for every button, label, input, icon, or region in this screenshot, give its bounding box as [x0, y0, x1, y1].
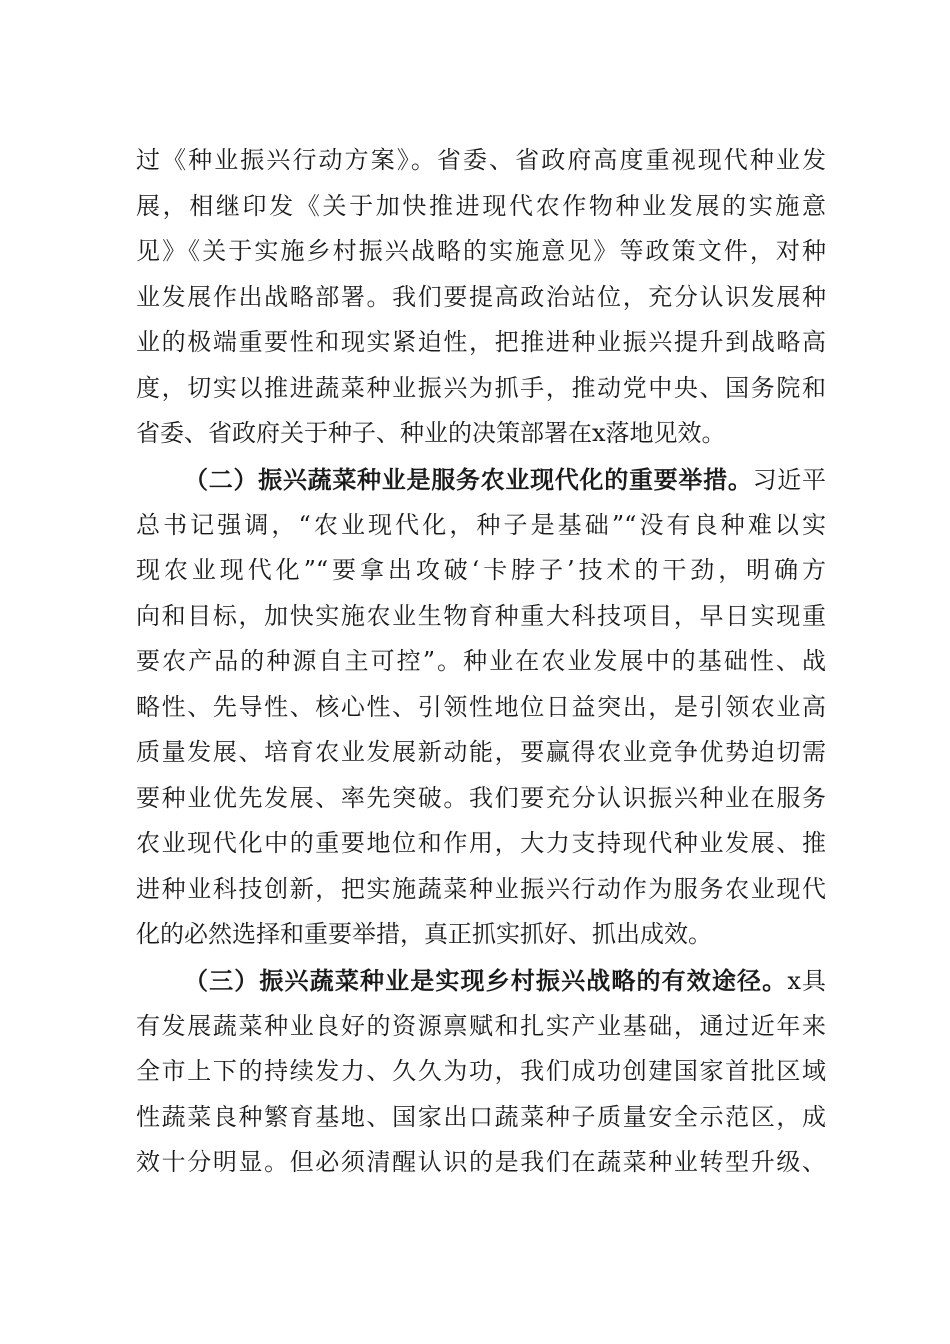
paragraph-3-line: 效十分明显。但必须清醒认识的是我们在蔬菜种业转型升级、 [136, 1148, 826, 1176]
paragraph-2-line: 要种业优先发展、率先突破。我们要充分认识振兴种业在服务 [136, 783, 826, 812]
paragraph-3-heading: （三）振兴蔬菜种业是实现乡村振兴战略的有效途径。 [184, 966, 788, 995]
paragraph-2-line: 略性、先导性、核心性、引领性地位日益突出，是引领农业高 [136, 692, 826, 721]
paragraph-2-line: 总书记强调，“农业现代化，种子是基础”“没有良种难以实 [136, 510, 826, 539]
paragraph-1-line: 度，切实以推进蔬菜种业振兴为抓手，推动党中央、国务院和 [136, 373, 826, 402]
paragraph-2-heading: （二）振兴蔬菜种业是服务农业现代化的重要举措。 [184, 465, 753, 494]
paragraph-3-line: 有发展蔬菜种业良好的资源禀赋和扎实产业基础，通过近年来 [136, 1011, 826, 1040]
paragraph-2 [136, 457, 826, 958]
paragraph-3-first-line-rest: x具 [787, 967, 826, 995]
paragraph-1-line: 业的极端重要性和现实紧迫性，把推进种业振兴提升到战略高 [136, 328, 826, 356]
paragraph-1-line: 见》《关于实施乡村振兴战略的实施意见》等政策文件，对种 [136, 237, 826, 265]
paragraph-3-first-line [136, 958, 826, 1004]
paragraph-2-first-line [136, 457, 826, 503]
paragraph-2-line: 农业现代化中的重要地位和作用，大力支持现代种业发展、推 [136, 829, 826, 857]
paragraph-2-line: 进种业科技创新，把实施蔬菜种业振兴行动作为服务农业现代 [136, 874, 826, 903]
paragraph-1-line: 展，相继印发《关于加快推进现代农作物种业发展的实施意 [136, 191, 826, 220]
paragraph-2-line: 质量发展、培育农业发展新动能，要赢得农业竞争优势迫切需 [136, 738, 826, 766]
paragraph-3-line: 性蔬菜良种繁育基地、国家出口蔬菜种子质量安全示范区，成 [136, 1102, 826, 1131]
paragraph-1-line: 业发展作出战略部署。我们要提高政治站位，充分认识发展种 [136, 282, 826, 311]
paragraph-1-line: 省委、省政府关于种子、种业的决策部署在x落地见效。 [136, 419, 726, 447]
paragraph-1 [136, 138, 826, 457]
paragraph-3-line: 全市上下的持续发力、久久为功，我们成功创建国家首批区域 [136, 1057, 826, 1085]
paragraph-3 [136, 958, 826, 1186]
paragraph-2-line: 现农业现代化”“要拿出攻破‘卡脖子’技术的干劲，明确方 [136, 556, 826, 584]
paragraph-2-line: 化的必然选择和重要举措，真正抓实抓好、抓出成效。 [136, 920, 712, 948]
paragraph-2-line: 要农产品的种源自主可控”。种业在农业发展中的基础性、战 [136, 647, 826, 675]
paragraph-2-line: 向和目标，加快实施农业生物育种重大科技项目，早日实现重 [136, 601, 826, 630]
paragraph-1-line: 过《种业振兴行动方案》。省委、省政府高度重视现代种业发 [136, 146, 826, 174]
paragraph-2-first-line-rest: 习近平 [752, 466, 826, 494]
